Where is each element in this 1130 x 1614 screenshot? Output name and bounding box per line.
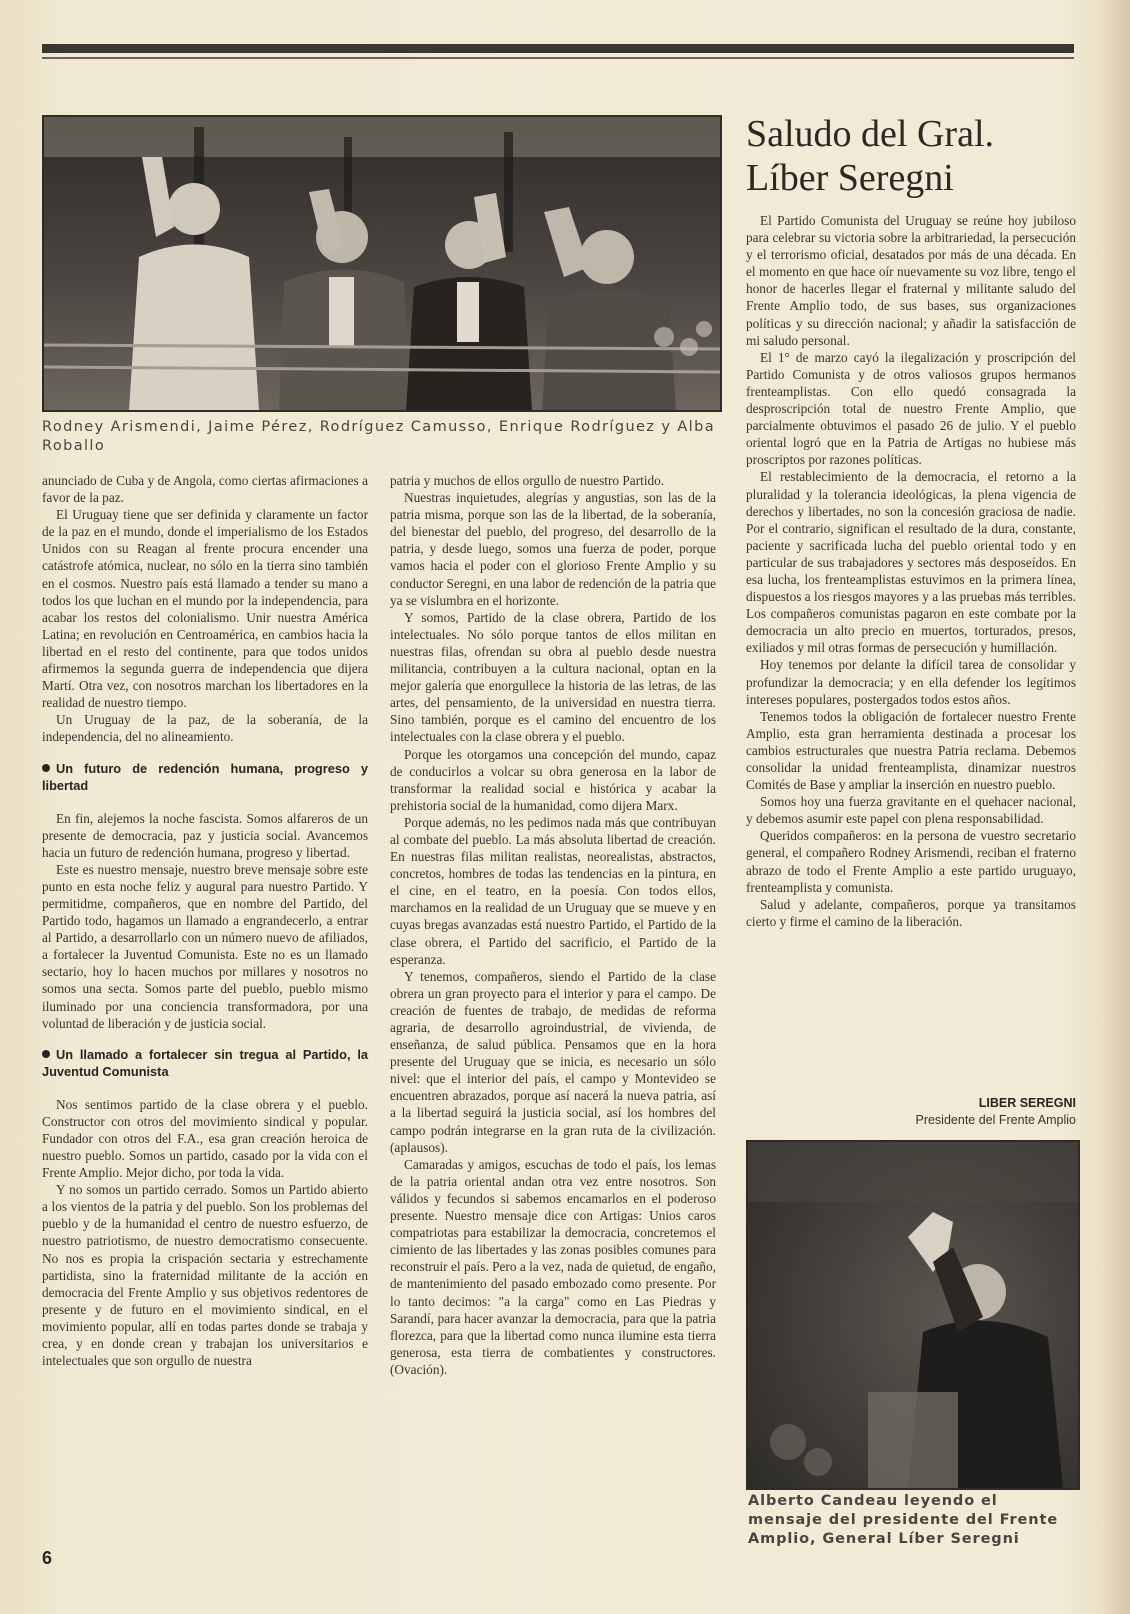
rally-photo [42,115,722,412]
paragraph: El Uruguay tiene que ser definida y claramente un factor de la paz en el mundo, donde el imperialismo de los Estados Unidos con su Reagan al frente procura encender una catástrofe atómica, nuclear, no sólo en la tierra sino también en el cosmos. Nuestro país está llamado a tender su mano a todos los que luchan en el mundo por la independencia, para acabar los restos del colonialismo. Unir nuestra América Latina; en revolución en Centroamérica, en cambios hacia la libertad en el resto del continente, para que todos unidos afirmemos la segunda guerra de independencia que dijera Martí. Otra vez, con nosotros marchan los libertadores en la realidad de nuestro tiempo. [42,507,368,711]
speaker-photo-image [748,1142,1078,1488]
page-edge-shadow [1100,0,1130,1614]
photo-caption: Rodney Arismendi, Jaime Pérez, Rodríguez Camusso, Enrique Rodríguez y Alba Roballo [42,419,716,454]
paragraph: Porque les otorgamos una concepción del mundo, capaz de conducirlos a volcar su obra generosa en la labor de transformar la realidad social e histórica y acabar la prehistoria social de la humanidad, como dijera Marx. [390,746,716,813]
paragraph: patria y muchos de ellos orgullo de nuestro Partido. [390,473,665,488]
subheading-text: Un futuro de redención humana, progreso y libertad [42,760,368,793]
paragraph: Hoy tenemos por delante la difícil tarea de consolidar y profundizar la democracia; y en ella defender los legítimos intereses populares, postergados todos estos años. [746,657,1076,707]
subheading [42,1046,368,1080]
top-rule [42,44,1074,53]
paragraph: Tenemos todos la obligación de fortalecer nuestro Frente Amplio, esta gran herramienta destinada a procesar los cambios estructurales que nuestra Patria reclama. Debemos consolidar la unidad frenteamplista, dinamizar nuestros Comités de Base y ampliar la inserción en nuestro pueblo. [746,708,1076,793]
article-column-2 [390,472,716,1378]
article-column-3 [746,212,1076,930]
paragraph: Este es nuestro mensaje, nuestro breve mensaje sobre este punto en esta noche feliz y augural para nuestro Partido. Y permitidme, compañeros, que en nombre del Partido, del Partido todo, hagamos un llamado a engrandecerlo, a entrar al Partido, a desarrollarlo con un número nuevo de afiliados, a fortalecer la Juventud Comunista. Este no es un llamado sectario, hoy lo hacen muchos por millares y nosotros no somos una secta. Somos parte del pueblo, pueblo mismo iluminado por una conciencia transformadora, por una voluntad de liberación y de justicia social. [42,861,368,1031]
paragraph: El restablecimiento de la democracia, el retorno a la pluralidad y la tolerancia ideológicas, la plena vigencia de derechos y libertades, no son la concesión graciosa de nadie. Por el contrario, significan el resultado de la dura, constante, paciente y sacrificada lucha del pueblo oriental todo y en particular de sus trabajadores y sectores más desposeídos. En esa lucha, los frenteamplistas estuvimos en la primera línea, dispuestos a los riesgos mayores y a las pruebas más terribles. Los compañeros comunistas pagaron en este combate por la democracia un alto precio en muertos, torturados, presos, exiliados y mil otras formas de persecución y humillación. [746,469,1076,656]
paragraph: Nuestras inquietudes, alegrías y angustias, son las de la patria misma, porque son las de la libertad, de la soberanía, del bienestar del pueblo, del progreso, del desarrollo de la patria, y desde luego, somos una fuerza de poder, porque vamos hacia el poder con el glorioso Frente Amplio y su conductor Seregni, en una labor de redención de la patria que ya se vislumbra en el horizonte. [390,490,717,608]
rally-photo-image [44,117,720,410]
page-number: 6 [42,1548,53,1568]
signature-role: Presidente del Frente Amplio [915,1113,1076,1127]
top-rule-thin [42,57,1074,59]
speaker-photo [746,1140,1080,1490]
paragraph: El 1° de marzo cayó la ilegalización y proscripción del Partido Comunista y de otros valiosos grupos hermanos frenteamplistas. Con ello quedó consagrada la desproscripción total de nuestro Frente Amplio, que parcialmente obtuvimos el pasado 26 de julio. Y el pueblo oriental logró que en la Patria de Artigas no hubiese más proscriptos por razones políticas. [746,349,1076,468]
bullet-icon [42,1050,50,1058]
paragraph: anunciado de Cuba y de Angola, como ciertas afirmaciones a favor de la paz. [42,473,368,506]
article-headline: Saludo del Gral. Líber Seregni [746,113,995,199]
paragraph: Camaradas y amigos, escuchas de todo el país, los lemas de la patria oriental andan otra vez entre nosotros. Son válidos y fecundos si sabemos encamarlos en el poderoso presente. Nuestro mensaje dice con Artigas: Unios caros compatriotas para estabilizar la democracia, concretemos el cimiento de las libertades y las zonas posibles comunes para reconstruir el país. Pero a la vez, nada de quietud, de engaño, de mantenimiento del pasado embozado como presente. Por lo tanto decimos: "a la carga" como en Las Piedras y Sarandí, para hacer avanzar la democracia, para que la patria florezca, para que la libertad como nunca ilumine esta tierra generosa, esta tierra de combatientes y constructores. (Ovación). [390,1156,716,1377]
paragraph: Un Uruguay de la paz, de la soberanía, de la independencia, del no alineamiento. [42,712,368,745]
paragraph: El Partido Comunista del Uruguay se reúne hoy jubiloso para celebrar su victoria sobre la arbitrariedad, la persecución y el terrorismo oficial, desatados por más de una década. En el momento en que hace oír nuevamente su voz libre, tengo el honor de hacerles llegar el fraternal y militante saludo del Frente Amplio todo, de sus bases, sus organizaciones políticas y su dirección nacional; y añadir la satisfacción de mi saludo personal. [746,213,1076,348]
paragraph: En fin, alejemos la noche fascista. Somos alfareros de un presente de democracia, paz y justicia social. Avancemos hacia un futuro de redención humana, progreso y libertad. [42,810,368,860]
paragraph: Somos hoy una fuerza gravitante en el quehacer nacional, y debemos asumir este papel con plena responsabilidad. [746,794,1076,827]
paragraph: Y no somos un partido cerrado. Somos un Partido abierto a los vientos de la patria y del pueblo. Son los problemas del pueblo y de la humanidad el centro de nuestro esfuerzo, de nuestro patriotismo, de nuestro democratismo consecuente. No nos es propia la crispación sectaria y estrechamente partidista, sino la fraternidad militante de la acción en democracia del Frente Amplio y sus objetivos redentores de presente y de futuro en el movimiento sindical, en el movimiento popular, allí en todas partes donde se trabaja y crea, y en donde crean y trabajan los universitarios e intelectuales que son orgullo de nuestra [42,1182,368,1369]
subheading [42,760,368,794]
photo-caption: Alberto Candeau leyendo el mensaje del presidente del Frente Amplio, General Líber Seregni [748,1493,1059,1547]
paragraph: Porque además, no les pedimos nada más que contribuyan al combate del pueblo. La más absoluta libertad de creación. En nuestras filas militan realistas, neorealistas, abstractos, concretos, hombres de todas las tendencias en la pintura, en el cine, en el teatro, en la poesía. Con todos ellos, marchamos en la realidad de un Uruguay que se mueve y en cuyas bregas avanzadas está nuestro Partido, el Partido de la clase obrera, el Partido del sacrificio, el Partido de la esperanza. [390,814,716,967]
subheading-text: Un llamado a fortalecer sin tregua al Partido, la Juventud Comunista [42,1046,368,1079]
signature-name: LIBER SEREGNI [978,1096,1076,1110]
paragraph: Queridos compañeros: en la persona de vuestro secretario general, el compañero Rodney Arismendi, reciban el fraterno abrazo de todo el Frente Amplio a este partido uruguayo, frenteamplista y comunista. [746,828,1076,895]
article-column-1 [42,472,368,1369]
paragraph: Nos sentimos partido de la clase obrera y el pueblo. Constructor con otros del movimiento sindical y popular. Fundador con otros del F.A., esa gran creación heroica de nuestro pueblo. Somos un partido, casado por la vida con el Frente Amplio. Mejor dicho, por toda la vida. [42,1096,368,1181]
bullet-icon [42,764,50,772]
paragraph: Y somos, Partido de la clase obrera, Partido de los intelectuales. No sólo porque tantos de ellos militan en nuestras filas, ofrendan su obra al pueblo desde nuestra militancia, contribuyen a la cultura nacional, optan en la mejor galería que enorgullece la historia de las letras, de las artes, del pensamiento, de la universidad en nuestra tierra. Sino también, porque es el camino del encuentro de los intelectuales con la clase obrera y el pueblo. [390,609,716,745]
paragraph: Salud y adelante, compañeros, porque ya transitamos cierto y firme el camino de la liberación. [746,896,1076,929]
paragraph: Y tenemos, compañeros, siendo el Partido de la clase obrera un gran proyecto para el interior y para el campo. De creación de fuentes de trabajo, de medidas de reforma agraria, de desarrollo agroindustrial, de vivienda, de enseñanza, de salud pública. Pensamos que en la hora presente del Uruguay que se inicia, es necesario un sólo nivel: que el interior del país, el campo y Montevideo se encuentren abrazados, porque así nacerá la nueva patria, así a la libertad seguirá la justicia social, así los hombres del campo podrán integrarse en la gran ruta de la civilización. (aplausos). [390,968,716,1155]
